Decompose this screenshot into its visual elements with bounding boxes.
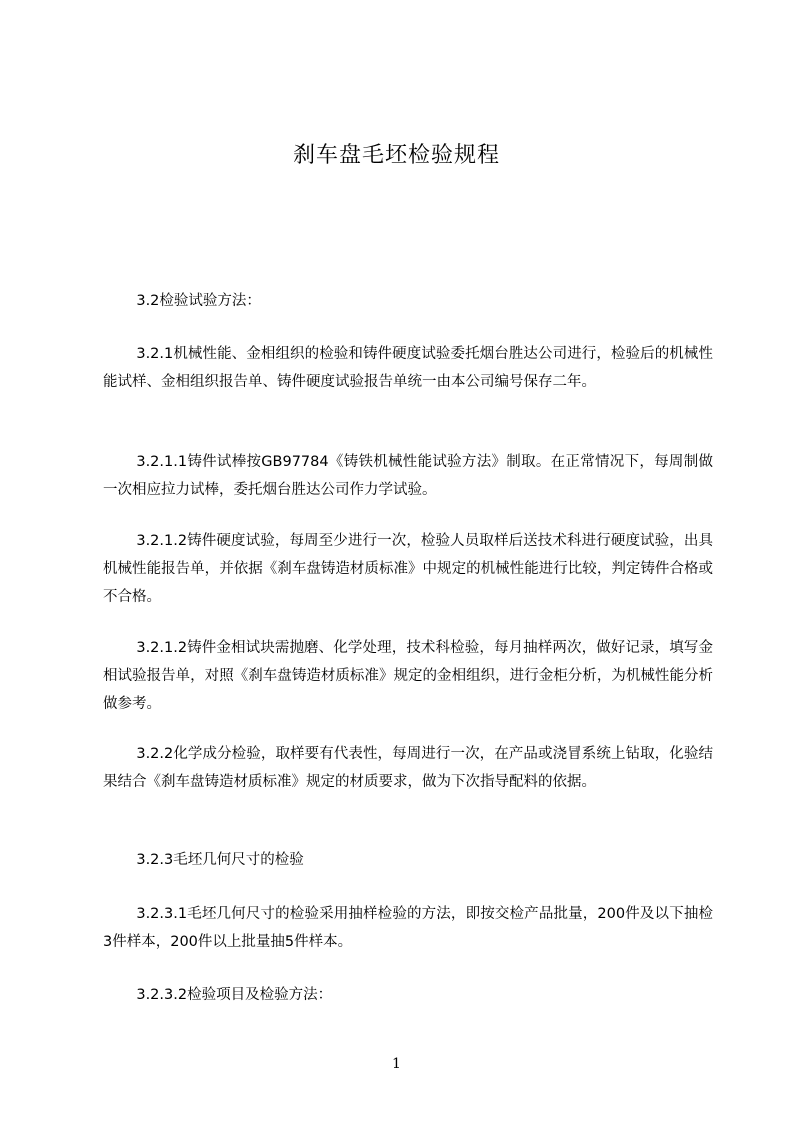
paragraph-3-2-1-2-hardness: 3.2.1.2铸件硬度试验，每周至少进行一次，检验人员取样后送技术科进行硬度试验，出具机械性能报告单，并依据《刹车盘铸造材质标准》中规定的机械性能进行比较，判定铸件合格或不合格。 [103,533,713,605]
paragraph-3-2-2: 3.2.2化学成分检验，取样要有代表性，每周进行一次，在产品或浇冒系统上钻取，化验结果结合《刹车盘铸造材质标准》规定的材质要求，做为下次指导配料的依据。 [103,746,713,790]
page-number: 1 [392,1056,401,1072]
document-title: 刹车盘毛坯检验规程 [292,143,500,168]
paragraph-3-2-1-2-metallography: 3.2.1.2铸件金相试块需抛磨、化学处理，技术科检验，每月抽样两次，做好记录，填写金相试验报告单，对照《刹车盘铸造材质标准》规定的金相组织，进行金柜分析，为机械性能分析做参考。 [103,640,713,712]
paragraph-3-2-1-1: 3.2.1.1铸件试棒按GB97784《铸铁机械性能试验方法》制取。在正常情况下，每周制做一次相应拉力试棒，委托烟台胜达公司作力学试验。 [103,454,713,498]
section-3-2-3-heading: 3.2.3毛坯几何尺寸的检验 [136,852,304,868]
paragraph-3-2-1: 3.2.1机械性能、金相组织的检验和铸件硬度试验委托烟台胜达公司进行，检验后的机械性能试样、金相组织报告单、铸件硬度试验报告单统一由本公司编号保存二年。 [103,346,713,390]
paragraph-3-2-3-1: 3.2.3.1毛坯几何尺寸的检验采用抽样检验的方法，即按交检产品批量，200件及以下抽检3件样本，200件以上批量抽5件样本。 [103,906,713,950]
paragraph-3-2-3-2: 3.2.3.2检验项目及检验方法： [136,987,333,1003]
section-3-2-heading: 3.2检验试验方法： [136,293,261,309]
